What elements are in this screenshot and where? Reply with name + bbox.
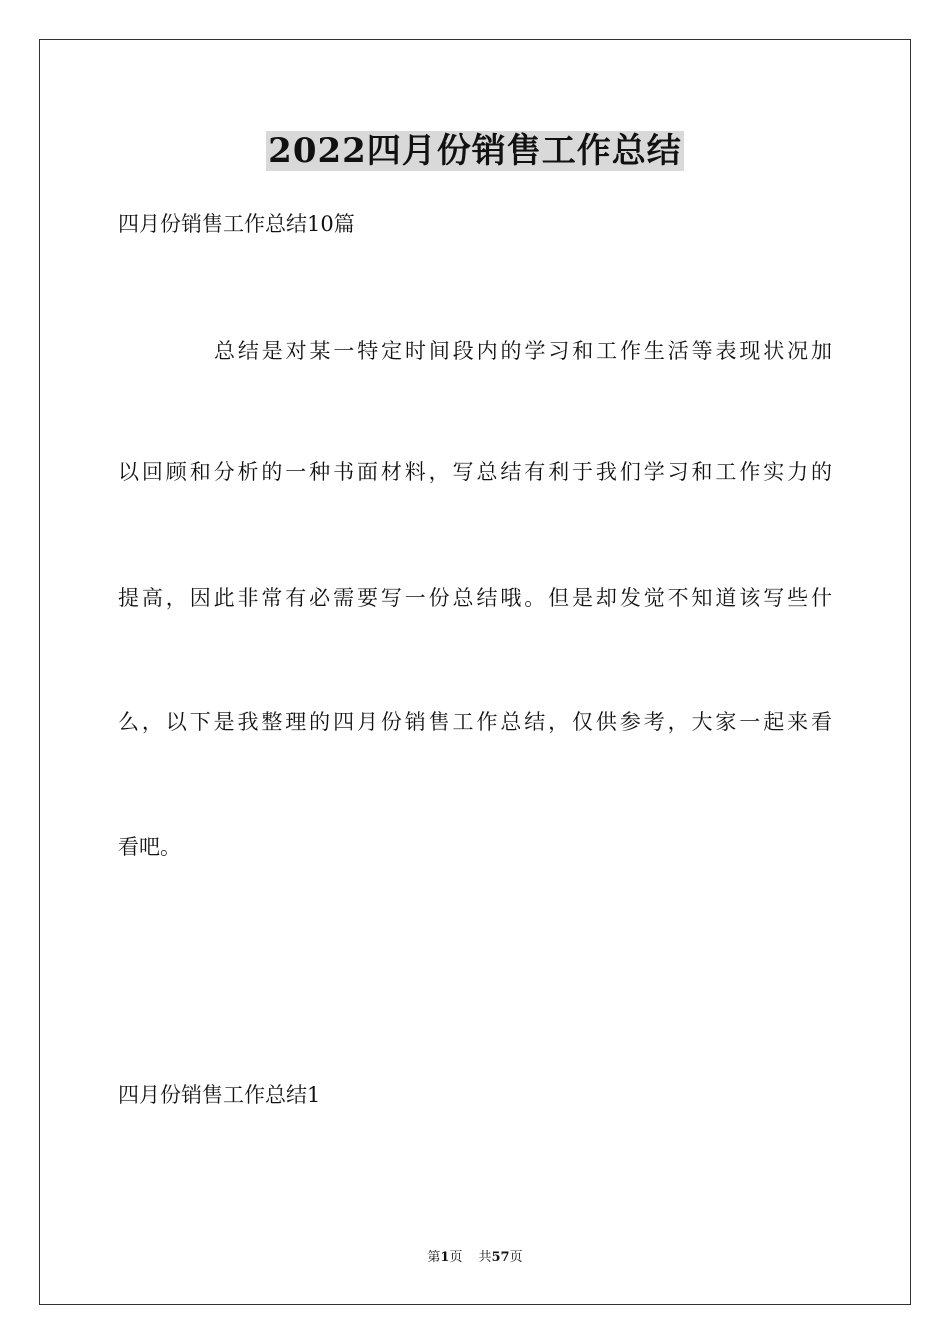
footer-page-prefix: 第 — [427, 1250, 441, 1265]
document-subtitle: 四月份销售工作总结10篇 — [118, 212, 355, 236]
footer-total-prefix: 共 — [478, 1250, 492, 1265]
footer-page-mid: 页 — [449, 1250, 463, 1265]
footer-total-suffix: 页 — [509, 1250, 523, 1265]
document-title — [0, 128, 950, 174]
page-footer — [0, 1248, 950, 1268]
footer-page-current: 1 — [440, 1250, 450, 1265]
footer-page-total: 57 — [491, 1250, 510, 1265]
paragraph-line-2: 以回顾和分析的一种书面材料，写总结有利于我们学习和工作实力的 — [118, 460, 832, 484]
paragraph-line-3: 提高，因此非常有必需要写一份总结哦。但是却发觉不知道该写些什 — [118, 586, 832, 610]
paragraph-line-1: 总结是对某一特定时间段内的学习和工作生活等表现状况加 — [214, 339, 832, 363]
paragraph-line-5: 看吧。 — [118, 835, 181, 859]
section-heading: 四月份销售工作总结1 — [118, 1083, 321, 1107]
document-title-text: 2022四月份销售工作总结 — [268, 131, 682, 171]
paragraph-line-4: 么，以下是我整理的四月份销售工作总结，仅供参考，大家一起来看 — [118, 710, 832, 734]
